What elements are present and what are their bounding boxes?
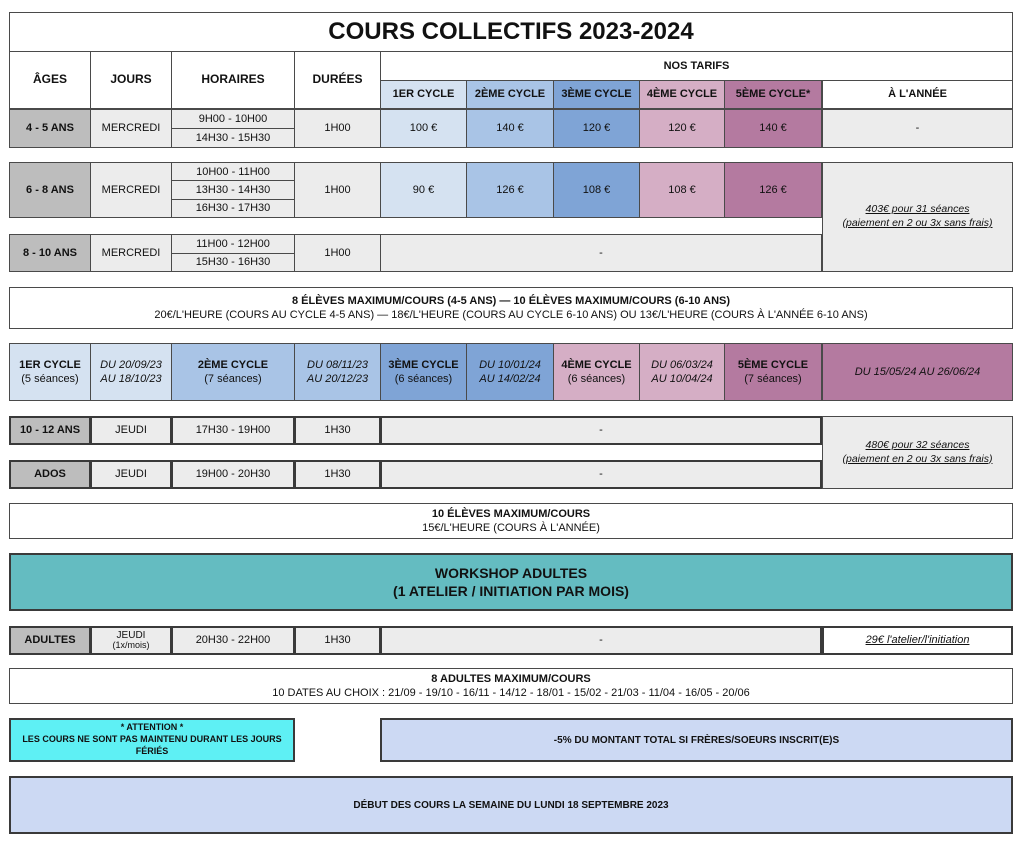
workshop-subtitle: (1 ATELIER / INITIATION PAR MOIS)	[393, 583, 629, 599]
duration-8-10: 1H00	[294, 234, 381, 272]
cycle-2-to: AU 20/12/23	[306, 373, 369, 385]
day-adultes-label: JEUDI	[116, 630, 146, 642]
time-10-12: 17H30 - 19H00	[171, 416, 295, 445]
time-8-10-2: 15H30 - 16H30	[171, 253, 295, 272]
header-annee: À L'ANNÉE	[822, 80, 1013, 109]
annee-6-10-price: 403€ pour 31 séances	[865, 203, 970, 216]
annee-6-10-payment: (paiement en 2 ou 3x sans frais)	[842, 217, 993, 229]
cycle-3-from: DU 10/01/24	[479, 358, 541, 371]
cycle-2-from: DU 08/11/23	[307, 358, 368, 371]
duration-ados: 1H30	[294, 460, 381, 489]
workshop-title: WORKSHOP ADULTES	[434, 564, 588, 581]
prices-adultes: -	[380, 626, 822, 655]
header-ages: ÂGES	[9, 51, 91, 109]
age-ados: ADOS	[9, 460, 91, 489]
cycle-1-label: 1ER CYCLE	[19, 358, 81, 371]
header-cycle-1: 1ER CYCLE	[380, 80, 467, 109]
cycle-4-label-box	[553, 343, 640, 401]
cycle-1-to: AU 18/10/23	[100, 373, 162, 385]
cycle-4-dates	[639, 343, 725, 401]
cycle-5-dates: DU 15/05/24 AU 26/06/24	[822, 343, 1013, 401]
annee-10-ados-price: 480€ pour 32 séances	[865, 438, 970, 451]
cycle-4-from: DU 06/03/24	[651, 358, 713, 371]
day-10-12: JEUDI	[90, 416, 172, 445]
day-6-8: MERCREDI	[90, 162, 172, 218]
time-6-8-1: 10H00 - 11H00	[171, 162, 295, 182]
price-6-8-cycle-5: 126 €	[724, 162, 822, 218]
price-4-5-cycle-4: 120 €	[639, 109, 725, 148]
annee-adultes-price: 29€ l'atelier/l'initiation	[865, 634, 970, 647]
price-4-5-cycle-3: 120 €	[553, 109, 640, 148]
cycle-1-dates	[90, 343, 172, 401]
cycle-4-to: AU 10/04/24	[651, 373, 713, 385]
note-teens-capacity: 10 ÉLÈVES MAXIMUM/COURS	[431, 507, 591, 520]
cycle-2-label-box	[171, 343, 295, 401]
duration-4-5: 1H00	[294, 109, 381, 148]
day-8-10: MERCREDI	[90, 234, 172, 272]
note-adults-dates: 10 DATES AU CHOIX : 21/09 - 19/10 - 16/11 - 14/12 - 18/01 - 15/02 - 21/03 - 11/04 - 16/05 - 20/06	[272, 687, 750, 699]
header-cycle-4: 4ÈME CYCLE	[639, 80, 725, 109]
price-6-8-cycle-2: 126 €	[466, 162, 554, 218]
time-8-10-1: 11H00 - 12H00	[171, 234, 295, 254]
prices-8-10: -	[380, 234, 822, 272]
annee-6-10	[822, 162, 1013, 272]
price-6-8-cycle-4: 108 €	[639, 162, 725, 218]
note-kids	[9, 287, 1013, 329]
header-nos-tarifs: NOS TARIFS	[380, 51, 1013, 81]
age-adultes: ADULTES	[9, 626, 91, 655]
note-kids-rates: 20€/L'HEURE (COURS AU CYCLE 4-5 ANS) — 18€/L'HEURE (COURS AU CYCLE 6-10 ANS) OU 13€/L'HEURE (COURS À L'ANNÉE 6-10 ANS)	[154, 309, 868, 321]
attention-text: LES COURS NE SONT PAS MAINTENU DURANT LES JOURS FÉRIÉS	[22, 734, 282, 756]
duration-10-12: 1H30	[294, 416, 381, 445]
header-cycle-3: 3ÈME CYCLE	[553, 80, 640, 109]
cycle-3-label: 3ÈME CYCLE	[388, 358, 459, 371]
cycle-2-label: 2ÈME CYCLE	[197, 358, 269, 371]
cycle-2-sessions: (7 séances)	[204, 373, 262, 385]
time-4-5-2: 14H30 - 15H30	[171, 128, 295, 148]
annee-10-ados	[822, 416, 1013, 489]
cycle-4-label: 4ÈME CYCLE	[561, 358, 632, 371]
start-date-banner: DÉBUT DES COURS LA SEMAINE DU LUNDI 18 SEPTEMBRE 2023	[9, 776, 1013, 834]
header-cycle-5: 5ÈME CYCLE*	[724, 80, 822, 109]
day-adultes	[90, 626, 172, 655]
cycle-4-sessions: (6 séances)	[567, 373, 626, 385]
cycle-5-sessions: (7 séances)	[744, 373, 802, 385]
cycle-1-from: DU 20/09/23	[100, 358, 162, 371]
header-cycle-2: 2ÈME CYCLE	[466, 80, 554, 109]
sibling-discount: -5% DU MONTANT TOTAL SI FRÈRES/SOEURS INSCRIT(E)S	[380, 718, 1013, 762]
note-kids-capacity: 8 ÉLÈVES MAXIMUM/COURS (4-5 ANS) — 10 ÉLÈVES MAXIMUM/COURS (6-10 ANS)	[291, 294, 731, 307]
cycle-5-label: 5ÈME CYCLE	[737, 358, 809, 371]
price-4-5-cycle-5: 140 €	[724, 109, 822, 148]
age-4-5: 4 - 5 ANS	[9, 109, 91, 148]
cycle-2-dates	[294, 343, 381, 401]
cycle-3-dates	[466, 343, 554, 401]
time-4-5-1: 9H00 - 10H00	[171, 109, 295, 129]
duration-adultes: 1H30	[294, 626, 381, 655]
price-4-5-cycle-1: 100 €	[380, 109, 467, 148]
time-adultes: 20H30 - 22H00	[171, 626, 295, 655]
day-4-5: MERCREDI	[90, 109, 172, 148]
time-6-8-3: 16H30 - 17H30	[171, 199, 295, 218]
time-ados: 19H00 - 20H30	[171, 460, 295, 489]
note-adults	[9, 668, 1013, 704]
header-horaires: HORAIRES	[171, 51, 295, 109]
age-6-8: 6 - 8 ANS	[9, 162, 91, 218]
price-4-5-cycle-2: 140 €	[466, 109, 554, 148]
cycle-3-sessions: (6 séances)	[394, 373, 453, 385]
price-6-8-cycle-1: 90 €	[380, 162, 467, 218]
age-8-10: 8 - 10 ANS	[9, 234, 91, 272]
cycle-5-label-box	[724, 343, 822, 401]
attention-title: * ATTENTION *	[120, 722, 184, 733]
cycle-3-label-box	[380, 343, 467, 401]
price-6-8-cycle-3: 108 €	[553, 162, 640, 218]
header-jours: JOURS	[90, 51, 172, 109]
annee-adultes	[822, 626, 1013, 655]
prices-ados: -	[380, 460, 822, 489]
note-adults-capacity: 8 ADULTES MAXIMUM/COURS	[431, 672, 591, 685]
note-teens-rate: 15€/L'HEURE (COURS À L'ANNÉE)	[422, 522, 600, 534]
duration-6-8: 1H00	[294, 162, 381, 218]
annee-10-ados-payment: (paiement en 2 ou 3x sans frais)	[842, 452, 993, 465]
cycle-1-sessions: (5 séances)	[21, 373, 79, 385]
age-10-12: 10 - 12 ANS	[9, 416, 91, 445]
header-durees: DURÉES	[294, 51, 381, 109]
day-adultes-frequency: (1x/mois)	[112, 640, 150, 651]
workshop-banner	[9, 553, 1013, 611]
attention-box	[9, 718, 295, 762]
price-4-5-annee: -	[822, 109, 1013, 148]
day-ados: JEUDI	[90, 460, 172, 489]
page-title: COURS COLLECTIFS 2023-2024	[9, 12, 1013, 52]
prices-10-12: -	[380, 416, 822, 445]
cycle-1-label-box	[9, 343, 91, 401]
time-6-8-2: 13H30 - 14H30	[171, 180, 295, 200]
note-teens	[9, 503, 1013, 539]
cycle-3-to: AU 14/02/24	[479, 373, 541, 385]
